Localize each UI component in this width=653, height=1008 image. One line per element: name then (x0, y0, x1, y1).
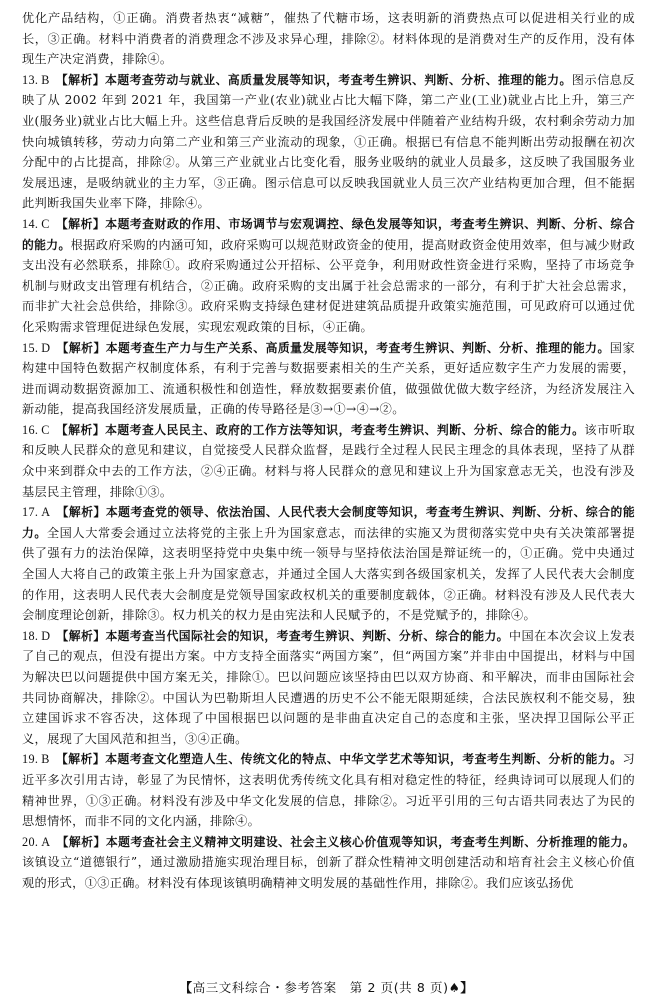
analysis-body: 根据政府采购的内涵可知，政府采购可以规范财政资金的使用，提高财政资金使用效率，但与减少财政支出没有必然联系，排除①。政府采购通过公开招标、公平竞争，利用财政性资金进行采购，坚持了市场竞争机制与财政支出管理有机结合，②正确。政府采购的支出属于社会总需求的一部分，有利于扩大社会总需求，而非扩大社会总供给，排除③。政府采购支持绿色建材促进建筑品质提升政策实施范围，可见政府可以通过优化采购需求管理促进绿色发展，实现宏观政策的目标，④正确。 (22, 237, 635, 334)
question-number: 19. (22, 752, 39, 767)
answer-item-15 (22, 338, 635, 420)
answer-item-18 (22, 626, 635, 750)
answer-item-14 (22, 214, 635, 338)
footer-right-bracket: 】 (460, 980, 474, 995)
question-number: 13. (22, 72, 39, 87)
spade-icon: ♠ (448, 980, 461, 995)
question-number: 20. (22, 834, 39, 849)
analysis-body: 图示信息反映了从 2002 年到 2021 年，我国第一产业(农业)就业占比大幅下降，第二产业(工业)就业占比上升，第三产业(服务业)就业占比大幅上升。这些信息背后反映的是我国经济发展中伴随着产业结构升级，农村剩余劳动力加快向城镇转移，劳动力向第二产业和第三产业流动的现象，①正确。根据已有信息不能判断出劳动报酬在初次分配中的占比提高，排除②。从第三产业就业占比变化看，服务业吸纳的就业人员最多，这反映了我国服务业发展迅速，是吸纳就业的主力军，③正确。图示信息可以反映我国就业人员三次产业结构更加合理，但不能据此判断我国失业率下降，排除④。 (22, 72, 636, 211)
question-number: 18. (22, 628, 39, 643)
analysis-lead: 【解析】本题考查当代国际社会的知识，考查考生辨识、判断、分析、综合的能力。 (56, 628, 509, 643)
answer-letter: A (41, 834, 51, 849)
question-number: 17. (22, 505, 39, 520)
analysis-lead: 【解析】本题考查党的领导、依法治国、人民代表大会制度等知识，考查考生辨识、判断、分析、综合的能力。 (22, 505, 635, 540)
analysis-body: 国家构建中国特色数据产权制度体系，有利于完善与数据要素相关的生产关系，更好适应数字生产力发展的需要，进而调动数据资源加工、流通积极性和创造性，释放数据要素价值，做强做优做大数字经济，为经济发展注入新动能，提高我国经济发展质量，正确的传导路径是③→①→④→②。 (22, 340, 635, 417)
question-number: 14. (22, 216, 39, 231)
analysis-lead: 【解析】本题考查文化塑造人生、传统文化的特点、中华文学艺术等知识，考查考生判断、分析的能力。 (55, 752, 623, 767)
answer-letter: B (41, 72, 50, 87)
analysis-lead: 【解析】本题考查生产力与生产关系、高质量发展等知识，考查考生辨识、判断、分析、推理的能力。 (56, 340, 610, 355)
answer-item-17 (22, 502, 635, 626)
analysis-lead: 【解析】本题考查社会主义精神文明建设、社会主义核心价值观等知识，考查考生判断、分析推理的能力。 (56, 834, 635, 849)
footer-text: 高三文科综合・参考答案 第 2 页(共 8 页) (192, 980, 449, 995)
answer-letter: C (41, 422, 50, 437)
question-number: 16. (22, 422, 39, 437)
page-content (22, 8, 635, 894)
analysis-body: 该镇设立“道德银行”，通过激励措施实现治理目标，创新了群众性精神文明创建活动和培育社会主义核心价值观的形式，①③正确。材料没有体现该镇明确精神文明发展的基础性作用，排除②。我们应该弘扬优 (22, 855, 635, 890)
answer-letter: C (41, 216, 50, 231)
answer-letter: B (41, 752, 50, 767)
answer-letter: D (41, 340, 51, 355)
footer-left-bracket: 【 (179, 980, 193, 995)
analysis-body: 该市听取和反映人民群众的意见和建议，自觉接受人民群众监督，是践行全过程人民民主理念的具体表现，坚持了从群众中来到群众中去的工作方法，②④正确。材料与将人民群众的意见和建议上升为国家意志无关，也没有涉及基层民主管理，排除①③。 (22, 422, 635, 499)
analysis-lead: 【解析】本题考查劳动与就业、高质量发展等知识，考查考生辨识、判断、分析、推理的能力。 (55, 72, 572, 87)
answer-item-13 (22, 70, 635, 214)
continuation-text: 优化产品结构，①正确。消费者热衷“减糖”，催热了代糖市场，这表明新的消费热点可以促进相关行业的成长，③正确。材料中消费者的消费理念不涉及求异心理，排除②。材料体现的是消费对生产的反作用，没有体现生产决定消费，排除④。 (22, 11, 635, 67)
answer-letter: A (41, 505, 51, 520)
analysis-body: 习近平多次引用古诗，彰显了为民情怀，这表明优秀传统文化具有相对稳定性的特征，经典诗词可以展现人们的精神世界，①③正确。材料没有涉及中华文化发展的信息，排除②。习近平引用的三句古语共同表达了为民的思想情怀，而非不同的文化内涵，排除④。 (22, 752, 635, 829)
question-number: 15. (22, 340, 39, 355)
page-footer (0, 978, 653, 996)
analysis-lead: 【解析】本题考查财政的作用、市场调节与宏观调控、绿色发展等知识，考查考生辨识、判断、分析、综合的能力。 (22, 216, 635, 252)
analysis-body: 中国在本次会议上发表了自己的观点，但没有提出方案。中方支持全面落实“两国方案”，但“两国方案”并非由中国提出，材料与中国为解决巴以问题提供中国方案无关，排除①。巴以问题应该坚持由巴以双方协商、和平解决，而非由国际社会共同协商解决，排除②。中国认为巴勒斯坦人民遭遇的历史不公不能无限期延续，合法民族权利不能交易，独立建国诉求不容否决，这体现了中国根据巴以问题的是非曲直决定自己的态度和主张，坚决捍卫国际公平正义，展现了大国风范和担当，③④正确。 (22, 628, 636, 746)
answer-letter: D (41, 628, 51, 643)
answer-item-16 (22, 420, 635, 502)
analysis-lead: 【解析】本题考查人民民主、政府的工作方法等知识，考查考生辨识、判断、分析、综合的能力。 (55, 422, 585, 437)
answer-item-19 (22, 749, 635, 831)
analysis-body: 全国人大常委会通过立法将党的主张上升为国家意志，而法律的实施又为贯彻落实党中央有关决策部署提供了强有力的法治保障，这表明坚持党中央集中统一领导与坚持依法治国是辩证统一的，①正确。党中央通过全国人大将自己的政策主张上升为国家意志，并通过全国人大落实到各级国家机关，发挥了人民代表大会制度的作用，这表明人民代表大会制度是党领导国家政权机关的重要制度载体，②正确。材料没有涉及人民代表大会制度理论创新，排除③。权力机关的权力是由宪法和人民赋予的，不是党赋予的，排除④。 (22, 525, 635, 623)
answer-item-20 (22, 832, 635, 894)
